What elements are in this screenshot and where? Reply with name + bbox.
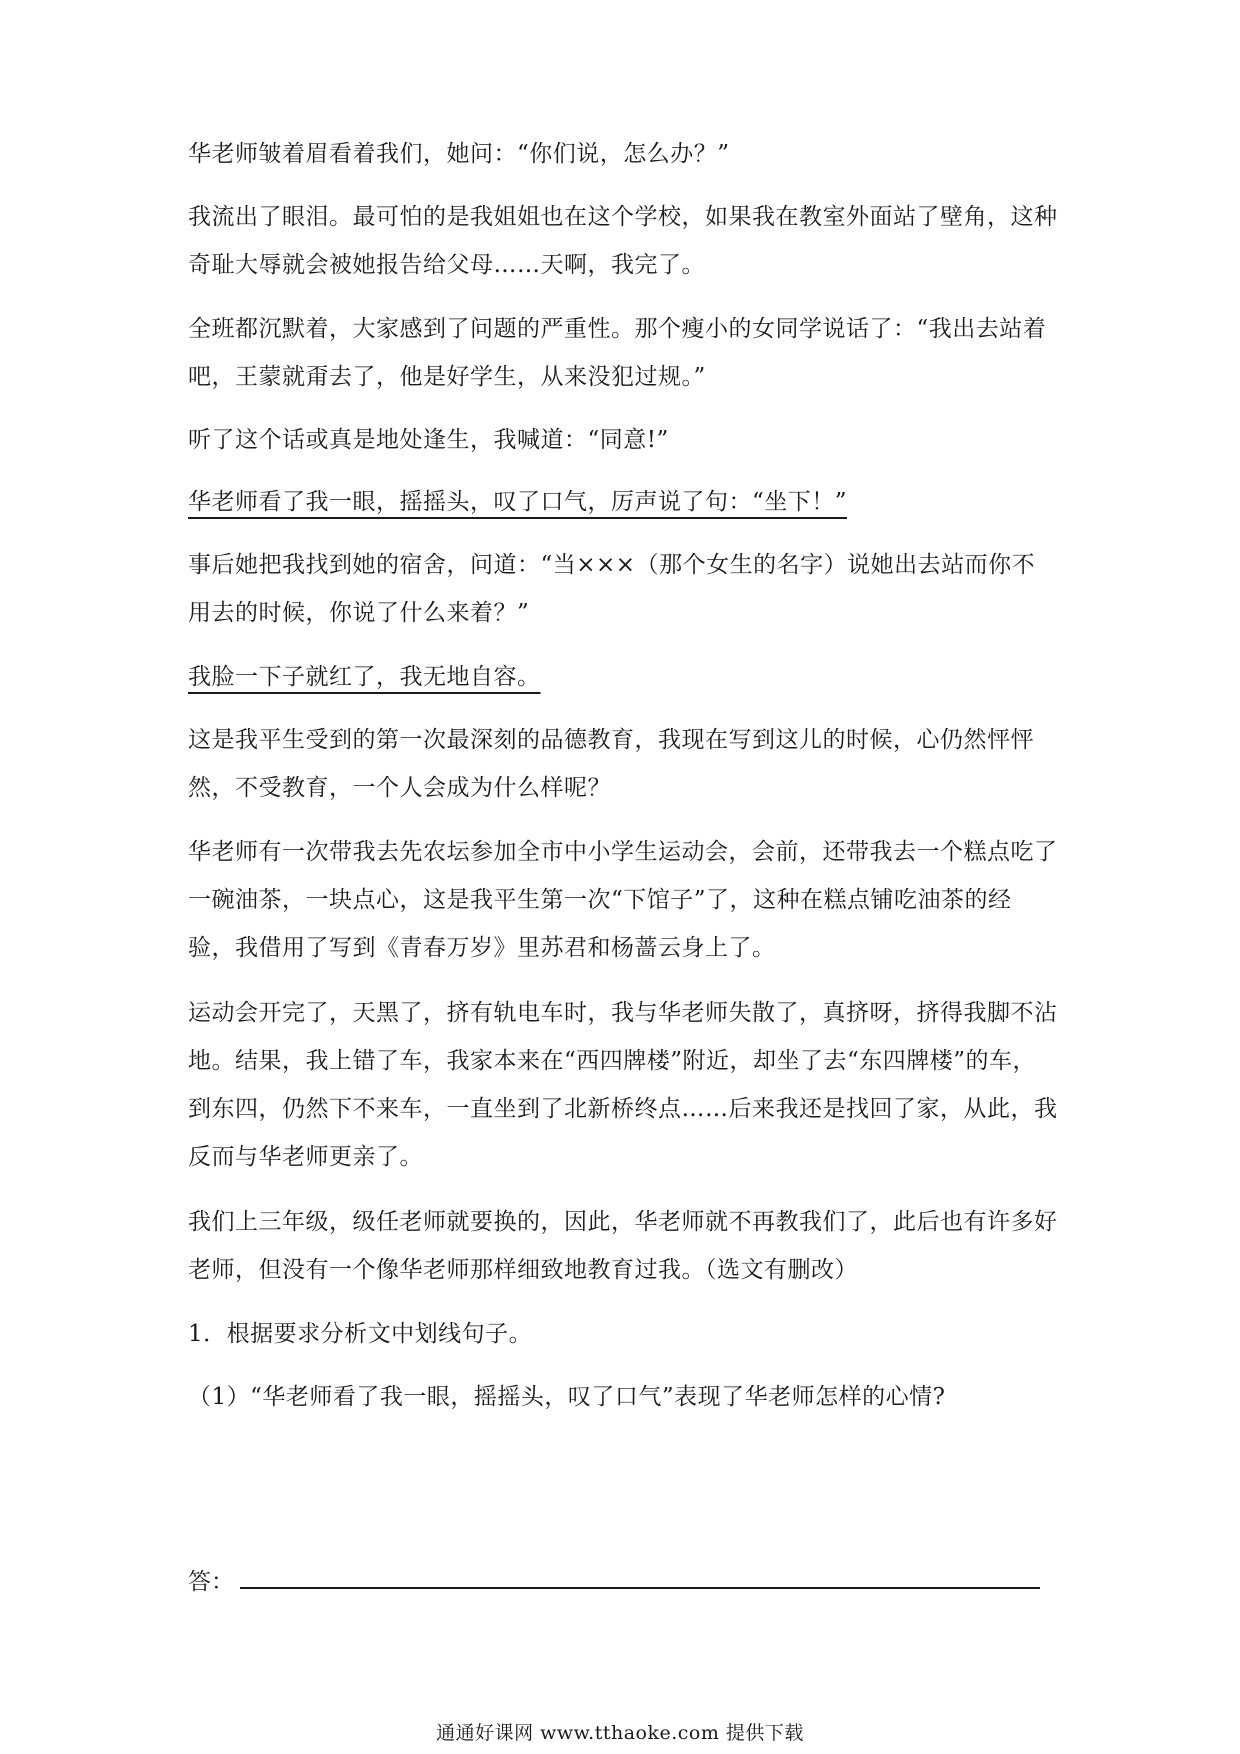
underlined-sentence: 我脸一下子就红了，我无地自容。 — [188, 664, 541, 690]
sub-question: （1）“华老师看了我一眼，摇摇头，叹了口气”表现了华老师怎样的心情? — [188, 1384, 946, 1410]
paragraph: 我们上三年级，级任老师就要换的，因此，华老师就不再教我们了，此后也有许多好老师，但没有一个像华老师那样细致地教育过我。（选文有删改） — [188, 1209, 1058, 1283]
underlined-sentence: 华老师看了我一眼，摇摇头，叹了口气，厉声说了句：“坐下！” — [188, 489, 848, 515]
paragraph: 华老师有一次带我去先农坛参加全市中小学生运动会，会前，还带我去一个糕点吃了一碗油茶，一块点心，这是我平生第一次“下馆子”了，这种在糕点铺吃油茶的经验，我借用了写到《青春万岁》里苏君和杨蔷云身上了。 — [188, 839, 1058, 961]
answer-label: 答： — [188, 1569, 234, 1595]
paragraph: 这是我平生受到的第一次最深刻的品德教育，我现在写到这儿的时候，心仍然怦怦然，不受教育，一个人会成为什么样呢？ — [188, 727, 1034, 801]
paragraph: 全班都沉默着，大家感到了问题的严重性。那个瘦小的女同学说话了：“我出去站着吧，王蒙就甭去了，他是好学生，从来没犯过规。” — [188, 316, 1047, 390]
question-heading: 1．根据要求分析文中划线句子。 — [188, 1321, 533, 1347]
paragraph: 听了这个话或真是地处逢生，我喊道：“同意!” — [188, 427, 669, 453]
answer-blank-line[interactable] — [240, 1565, 1040, 1589]
paragraph: 事后她把我找到她的宿舍，问道：“当×××（那个女生的名字）说她出去站而你不用去的时候，你说了什么来着？” — [188, 552, 1036, 626]
underlined-sentence-paragraph — [188, 653, 1058, 701]
paragraph: 华老师皱着眉看着我们，她问：“你们说，怎么办？” — [188, 141, 730, 167]
paragraph: 运动会开完了，天黑了，挤有轨电车时，我与华老师失散了，真挤呀，挤得我脚不沾地。结果，我上错了车，我家本来在“西四牌楼”附近，却坐了去“东四牌楼”的车，到东四，仍然下不来车，一直坐到了北新桥终点……后来我还是找回了家，从此，我反而与华老师更亲了。 — [188, 1000, 1058, 1170]
answer-field[interactable] — [188, 1558, 1058, 1606]
underlined-sentence-paragraph — [188, 478, 1058, 526]
paragraph: 我流出了眼泪。最可怕的是我姐姐也在这个学校，如果我在教室外面站了壁角，这种奇耻大辱就会被她报告给父母……天啊，我完了。 — [188, 204, 1058, 278]
page-footer: 通通好课网 www.tthaoke.com 提供下载 — [436, 1722, 804, 1744]
